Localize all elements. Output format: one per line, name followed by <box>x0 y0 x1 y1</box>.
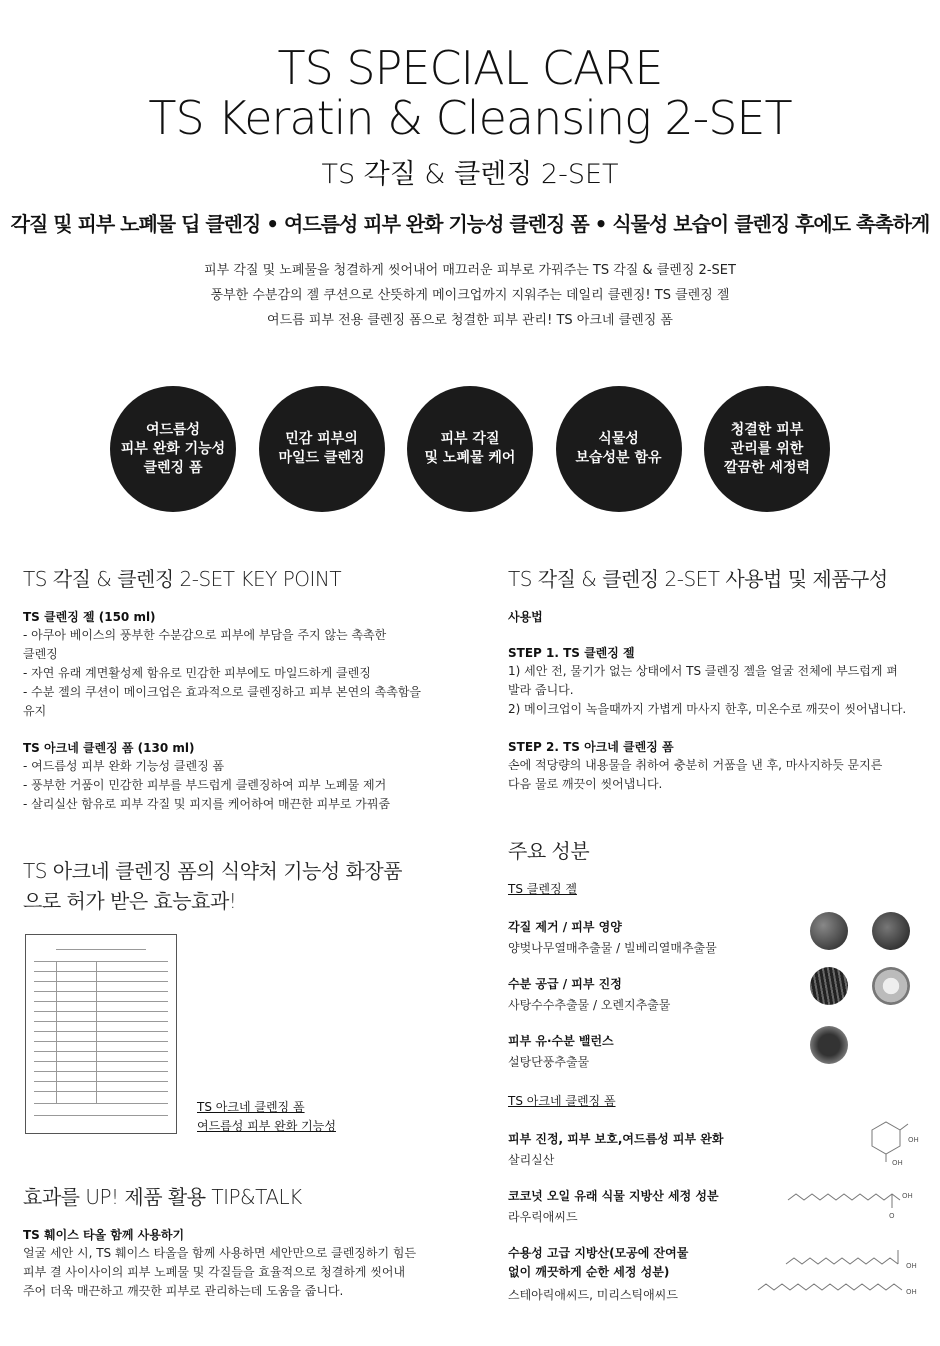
gel-title: TS 클렌징 젤 (150 ml) <box>23 610 156 624</box>
tip-heading: 효과를 UP! 제품 활용 TIP&TALK <box>23 1185 302 1209</box>
step1-body: 1) 세안 전, 물기가 없는 상태에서 TS 클렌징 젤을 얼굴 전체에 부드럽게 펴 발라 줍니다. 2) 메이크업이 녹을때까지 가볍게 마사지 한후, 미온수로 깨끗이 씻어냅니다. <box>508 664 907 716</box>
chem-label: OH <box>906 1288 917 1296</box>
salicylic-acid-structure-icon <box>852 1118 922 1168</box>
orange-image <box>872 967 910 1005</box>
usage-label: 사용법 <box>508 610 543 624</box>
feature-circle: 청결한 피부 관리를 위한 깔끔한 세정력 <box>704 386 830 512</box>
ingredient-effect: 코코넛 오일 유래 식물 지방산 세정 성분 <box>508 1189 719 1203</box>
cherry-image <box>810 912 848 950</box>
title-line2: TS Keratin & Cleansing 2-SET <box>148 91 792 145</box>
ingredient-source: 스테아릭애씨드, 미리스틱애씨드 <box>508 1288 678 1302</box>
ingredient-effect: 수용성 고급 지방산(모공에 잔여물 없이 깨끗하게 순한 세정 성분) <box>508 1246 689 1279</box>
feature-circle: 피부 각질 및 노폐물 케어 <box>407 386 533 512</box>
intro-line: 여드름 피부 전용 클렌징 폼으로 청결한 피부 관리! TS 아크네 클렌징 폼 <box>267 313 673 328</box>
approval-heading: TS 아크네 클렌징 폼의 식약처 기능성 화장품 으로 허가 받은 효능효과! <box>23 859 402 913</box>
chem-label: OH <box>892 1159 903 1167</box>
ingredient-effect: 피부 진정, 피부 보호,여드름성 피부 완화 <box>508 1132 724 1146</box>
feature-circles <box>110 386 830 512</box>
chem-label: OH <box>906 1262 917 1270</box>
intro-line: 피부 각질 및 노폐물을 청결하게 씻어내어 매끄러운 피부로 가꿔주는 TS 각질 & 클렌징 2-SET <box>204 263 736 278</box>
ingredient-effect: 각질 제거 / 피부 영양 <box>508 920 622 934</box>
fatty-acid-structure-icon <box>756 1246 926 1302</box>
ingredient-row <box>508 1032 923 1084</box>
certificate-caption-product: TS 아크네 클렌징 폼 <box>197 1100 305 1114</box>
title-korean: TS 각질 & 클렌징 2-SET <box>321 159 619 190</box>
feature-circle: 민감 피부의 마일드 클렌징 <box>259 386 385 512</box>
ingredient-source: 설탕단풍추출물 <box>508 1055 590 1069</box>
gel-description: - 아쿠아 베이스의 풍부한 수분감으로 피부에 부담을 주지 않는 촉촉한 클렌징 - 자연 유래 계면활성제 함유로 민감한 피부에도 마일드하게 클렌징 - 수분 젤의 쿠션이 메이크업은 효과적으로 클렌징하고 피부 본연의 촉촉함을 유지 <box>23 628 422 718</box>
bilberry-image <box>872 912 910 950</box>
foam-title: TS 아크네 클렌징 폼 (130 ml) <box>23 741 195 755</box>
ingredient-row <box>508 975 923 1027</box>
chem-label: O <box>889 1212 895 1220</box>
gel-ingredients-label: TS 클렌징 젤 <box>508 882 577 896</box>
ingredient-effect: 피부 유·수분 밸런스 <box>508 1034 614 1048</box>
intro-line: 풍부한 수분감의 젤 쿠션으로 산뜻하게 메이크업까지 지워주는 데일리 클렌징! TS 클렌징 젤 <box>210 288 730 303</box>
step2-title: STEP 2. TS 아크네 클렌징 폼 <box>508 740 674 754</box>
ingredient-source: 사탕수수추출물 / 오렌지추출물 <box>508 998 671 1012</box>
ingredient-source: 라우릭애씨드 <box>508 1210 578 1224</box>
ingredient-effect: 수분 공급 / 피부 진정 <box>508 977 622 991</box>
tip-title: TS 훼이스 타올 함께 사용하기 <box>23 1228 185 1242</box>
intro-text <box>0 258 940 333</box>
sugarcane-image <box>810 967 848 1005</box>
usage-heading: TS 각질 & 클렌징 2-SET 사용법 및 제품구성 <box>508 567 888 591</box>
foam-description: - 여드름성 피부 완화 기능성 클렌징 폼 - 풍부한 거품이 민감한 피부를 부드럽게 클렌징하여 피부 노폐물 제거 - 살리실산 함유로 피부 각질 및 피지를 케어하여 매끈한 피부로 가꿔줌 <box>23 759 391 811</box>
feature-summary: 각질 및 피부 노폐물 딥 클렌징 • 여드름성 피부 완화 기능성 클렌징 폼 • 식물성 보습이 클렌징 후에도 촉촉하게 <box>10 212 930 236</box>
ingredients-heading: 주요 성분 <box>508 839 590 863</box>
title-line1: TS SPECIAL CARE <box>277 41 663 95</box>
step2-body: 손에 적당량의 내용물을 취하여 충분히 거품을 낸 후, 마사지하듯 문지른 다음 물로 깨끗이 씻어냅니다. <box>508 758 883 791</box>
ingredient-source: 살리실산 <box>508 1153 555 1167</box>
ingredient-row <box>508 918 923 970</box>
ingredient-source: 양벚나무열매추출물 / 빌베리열매추출물 <box>508 941 717 955</box>
feature-circle: 여드름성 피부 완화 기능성 클렌징 폼 <box>110 386 236 512</box>
chem-label: OH <box>902 1192 913 1200</box>
step1-title: STEP 1. TS 클렌징 젤 <box>508 646 635 660</box>
lauric-acid-structure-icon <box>786 1186 926 1220</box>
certificate-caption-function: 여드름성 피부 완화 기능성 <box>197 1119 336 1133</box>
chem-label: OH <box>908 1136 919 1144</box>
tip-body: 얼굴 세안 시, TS 훼이스 타올을 함께 사용하면 세안만으로 클렌징하기 힘든 피부 결 사이사이의 피부 노폐물 및 각질들을 효율적으로 청결하게 씻어내 주어 더욱 매끈하고 깨끗한 피부로 관리하는데 도움을 줍니다. <box>23 1246 417 1298</box>
keypoint-heading: TS 각질 & 클렌징 2-SET KEY POINT <box>23 567 342 591</box>
feature-circle: 식물성 보습성분 함유 <box>556 386 682 512</box>
foam-ingredients-label: TS 아크네 클렌징 폼 <box>508 1094 616 1108</box>
maple-leaf-image <box>810 1026 848 1064</box>
certificate-document <box>25 934 177 1134</box>
